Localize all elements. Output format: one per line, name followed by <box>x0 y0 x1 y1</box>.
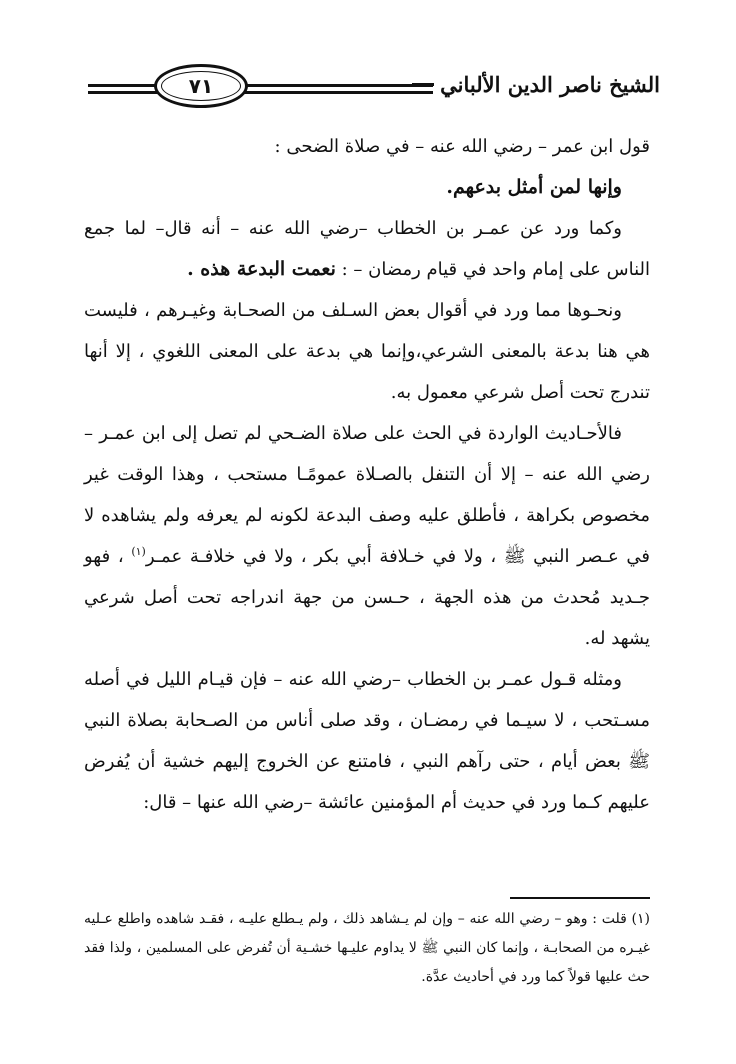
footnotes <box>84 905 650 992</box>
paragraph-3 <box>84 208 650 290</box>
paragraph-5-text-a: فالأحـاديث الواردة في الحث على صلاة الضـحي لم تصل إلى ابن عمـر –رضي الله عنه – إلا أن التنفل بالصـلاة عمومًـا مستحب ، وهذا الوقت غير مخصوص بكراهة ، فأطلق عليه وصف البدعة لكونه لم يعرفه ولم يشاهده لا في عـصر النبي ﷺ ، ولا في خـلافة أبي بكر ، ولا في خلافـة عمـر <box>84 423 650 567</box>
page-header <box>88 64 660 114</box>
page-number-oval <box>154 64 248 108</box>
paragraph-2-quote: وإنها لمن أمثل بدعهم. <box>446 176 622 198</box>
footnote-1: (١) قلت : وهو – رضي الله عنه – وإن لم يـشاهد ذلك ، ولم يـطلع عليـه ، فقـد شاهده واطلع عـليه غيـره من الصحابـة ، وإنما كان النبي ﷺ لا يداوم عليـها خشـية أن تُفرض على المسلمين ، ولذا فقد حث عليها قولاً كما ورد في أحاديث عدَّة. <box>84 911 650 985</box>
running-title-text: الشيخ ناصر الدين الألباني <box>440 72 660 97</box>
paragraph-6: ومثله قـول عمـر بن الخطاب –رضي الله عنه – فإن قيـام الليل في أصله مسـتحب ، لا سيـما في رمضـان ، وقد صلى أناس من الصـحابة بصلاة النبي ﷺ بعض أيام ، حتى رآهم النبي ، فامتنع عن الخروج إليهم خشية أن يُفرض عليهم كـما ورد في حديث أم المؤمنين عائشة –رضي الله عنها – قال: <box>84 669 650 813</box>
page-number: ٧١ <box>188 74 214 98</box>
paragraph-1: قول ابن عمر – رضي الله عنه – في صلاة الضحى : <box>274 136 650 157</box>
header-rule-line-top <box>88 84 433 87</box>
header-rule-line-bottom <box>88 91 433 94</box>
paragraph-3-text: وكما ورد عن عمـر بن الخطاب –رضي الله عنه – أنه قال– لما جمع الناس على إمام واحد في قيام رمضان – : <box>84 218 650 280</box>
footnote-separator <box>510 897 650 899</box>
running-title <box>412 72 660 97</box>
paragraph-4: ونحـوها مما ورد في أقوال بعض السـلف من الصحـابة وغيـرهم ، فليست هي هنا بدعة بالمعنى الشرعي،وإنما هي بدعة على المعنى اللغوي ، إلا أنها تندرج تحت أصل شرعي معمول به. <box>84 300 650 403</box>
main-text <box>84 126 650 823</box>
header-double-rule <box>88 82 433 96</box>
paragraph-3-quote: نعمت البدعة هذه . <box>187 258 336 280</box>
footnote-reference-1[interactable]: (١) <box>131 545 146 558</box>
paragraph-5 <box>84 413 650 659</box>
paragraph-5-text-b: ، فهو جـديد مُحدث من هذه الجهة ، حـسن من جهة اندراجه تحت أصل شرعي يشهد له. <box>84 546 650 649</box>
